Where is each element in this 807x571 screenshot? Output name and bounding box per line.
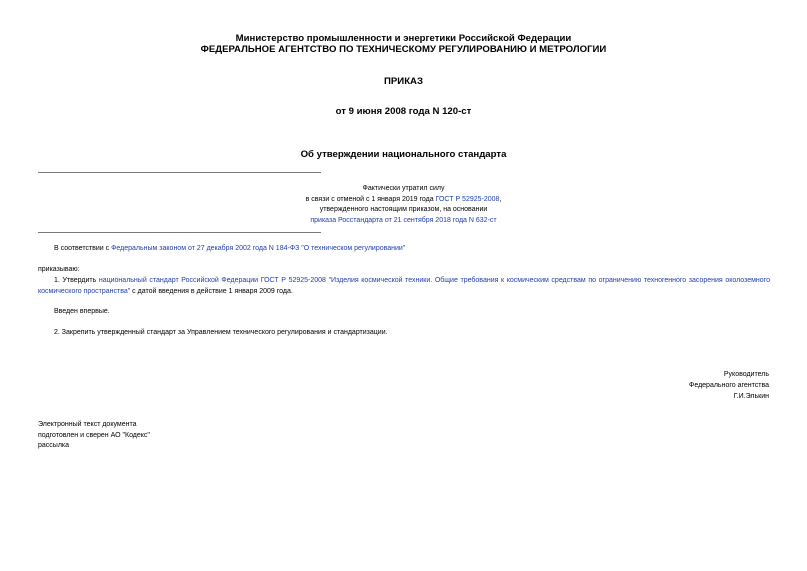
order-word: приказываю:	[38, 266, 80, 273]
signature-position: Руководитель	[723, 371, 769, 378]
document-date-number: от 9 июня 2008 года N 120-ст	[335, 106, 472, 117]
introduced-note: Введен впервые.	[54, 308, 110, 315]
footer-line-3: рассылка	[38, 442, 70, 449]
footer-line-2: подготовлен и сверен АО "Кодекс"	[38, 431, 150, 439]
signature-block	[689, 369, 769, 402]
status-line-3: утвержденного настоящим приказом, на основании	[319, 206, 488, 213]
item-2-paragraph: 2. Закрепить утвержденный стандарт за Управлением технического регулирования и стандартизации.	[54, 329, 388, 336]
status-divider-bottom	[38, 232, 321, 233]
document-type-title: ПРИКАЗ	[384, 76, 423, 87]
law-reference-prefix: В соответствии с	[54, 245, 112, 252]
status-line-2	[250, 195, 557, 206]
agency-heading: ФЕДЕРАЛЬНОЕ АГЕНТСТВО ПО ТЕХНИЧЕСКОМУ РЕГУЛИРОВАНИЮ И МЕТРОЛОГИИ	[200, 44, 607, 55]
national-standard-link[interactable]: национальный стандарт Российской Федерации ГОСТ Р 52925-2008 "Изделия космической техники. Общие требования к космическим средствам по ограничению техногенного засорения околоземного космического пространства"	[38, 277, 770, 295]
status-line-2-text: в связи с отменой с 1 января 2019 года	[305, 195, 436, 203]
status-line-1: Фактически утратил силу	[362, 185, 445, 192]
status-divider-top	[38, 172, 321, 173]
rosstandart-order-link[interactable]: приказа Росстандарта от 21 сентября 2018 года N 632-ст	[310, 216, 497, 224]
status-line-2-comma: ,	[499, 195, 502, 203]
item-1-paragraph	[38, 276, 770, 297]
ministry-heading: Министерство промышленности и энергетики Российской Федерации	[235, 33, 572, 44]
gost-link[interactable]: ГОСТ Р 52925-2008	[435, 195, 500, 203]
footer-line-1: Электронный текст документа	[38, 421, 137, 428]
law-reference-paragraph	[38, 244, 770, 255]
item-1-prefix: 1. Утвердить	[54, 277, 99, 284]
document-subject: Об утверждении национального стандарта	[300, 149, 507, 160]
footer-note	[38, 420, 150, 452]
signature-name: Г.И.Элькин	[733, 393, 769, 400]
status-note	[250, 184, 557, 226]
federal-law-link[interactable]: Федеральным законом от 27 декабря 2002 года N 184-ФЗ "О техническом регулировании"	[111, 245, 406, 252]
item-1-suffix: с датой введения в действие 1 января 2009 года.	[130, 287, 293, 295]
signature-agency: Федерального агентства	[689, 382, 769, 389]
